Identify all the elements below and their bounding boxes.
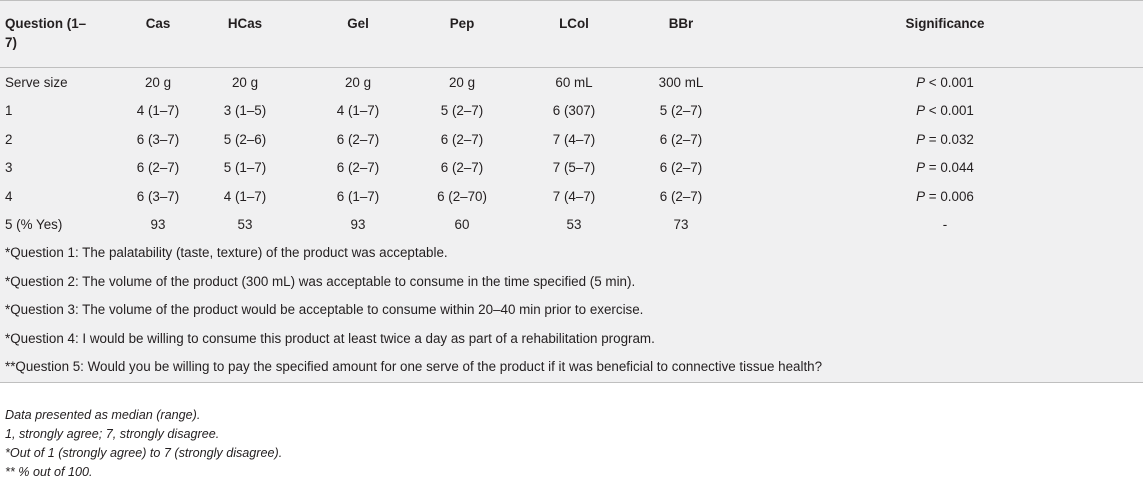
row-label: 4 <box>5 188 13 204</box>
table-cell: 7 (4–7) <box>552 188 596 204</box>
table-cell: 93 <box>350 217 366 233</box>
table-cell: 6 (2–7) <box>659 131 703 147</box>
table-row <box>0 211 1143 240</box>
table-row <box>0 154 1143 183</box>
table-notes <box>0 239 1143 382</box>
table-body <box>0 68 1143 239</box>
header-significance: Significance <box>905 16 985 31</box>
table-cell: 6 (3–7) <box>136 131 180 147</box>
table-cell: 6 (2–7) <box>659 160 703 176</box>
table-cell: 6 (2–7) <box>336 160 380 176</box>
footnote: 1, strongly agree; 7, strongly disagree. <box>5 427 220 441</box>
table-cell: 7 (4–7) <box>552 131 596 147</box>
table-cell: 7 (5–7) <box>552 160 596 176</box>
table-cell: 73 <box>673 217 689 233</box>
p-value: < 0.001 <box>925 74 974 90</box>
note-row: *Question 2: The volume of the product (300 mL) was acceptable to consume in the time specified (5 min). <box>5 273 636 289</box>
table-cell: 6 (3–7) <box>136 188 180 204</box>
header-question: Question (1–7) <box>5 16 87 50</box>
table-cell: 93 <box>150 217 166 233</box>
table-cell: 20 g <box>344 74 372 90</box>
row-label: 2 <box>5 131 13 147</box>
table-cell: 4 (1–7) <box>336 103 380 119</box>
p-symbol: P <box>916 131 926 147</box>
footnote: Data presented as median (range). <box>5 408 201 422</box>
row-label: 1 <box>5 103 13 119</box>
table-cell: 53 <box>237 217 253 233</box>
p-symbol: P <box>916 74 926 90</box>
p-symbol: P <box>916 188 926 204</box>
p-value: < 0.001 <box>925 103 974 119</box>
note-row: *Question 3: The volume of the product would be acceptable to consume within 20–40 min prior to exercise. <box>5 302 644 317</box>
significance-cell <box>850 132 1040 147</box>
row-label: Serve size <box>5 74 68 90</box>
table-cell: 6 (1–7) <box>336 188 380 204</box>
table-cell: 5 (1–7) <box>223 160 267 176</box>
table-row <box>0 182 1143 211</box>
row-label: 3 <box>5 160 13 176</box>
table-cell: 53 <box>566 217 582 233</box>
header-lcol: LCol <box>559 16 589 31</box>
p-symbol: P <box>916 103 926 119</box>
table-cell: 6 (2–7) <box>659 188 703 204</box>
header-gel: Gel <box>347 16 369 31</box>
table-cell: 300 mL <box>658 74 704 90</box>
table-cell: 6 (2–7) <box>336 131 380 147</box>
table-cell: 5 (2–7) <box>440 103 484 119</box>
header-cas: Cas <box>145 16 171 31</box>
footnote: *Out of 1 (strongly agree) to 7 (strongly disagree). <box>5 446 283 460</box>
p-value: = 0.006 <box>925 188 974 204</box>
table-cell: 60 <box>454 217 470 233</box>
table-cell: 20 g <box>231 74 259 90</box>
p-value: = 0.032 <box>925 131 974 147</box>
significance-cell <box>850 217 1040 232</box>
note-row: **Question 5: Would you be willing to pay the specified amount for one serve of the product if it was beneficial to connective tissue health? <box>5 359 823 374</box>
table-cell: 6 (2–70) <box>437 188 487 204</box>
note-row: *Question 1: The palatability (taste, texture) of the product was acceptable. <box>5 245 448 260</box>
p-value: - <box>942 217 948 233</box>
table-row <box>0 125 1143 154</box>
header-bbr: BBr <box>668 16 694 31</box>
table-cell: 3 (1–5) <box>223 103 267 119</box>
significance-cell <box>850 75 1040 90</box>
table-cell: 20 g <box>448 74 476 90</box>
table-cell: 5 (2–6) <box>223 131 267 147</box>
note-row: *Question 4: I would be willing to consume this product at least twice a day as part of a rehabilitation program. <box>5 330 655 346</box>
table-cell: 20 g <box>144 74 172 90</box>
table-cell: 6 (2–7) <box>136 160 180 176</box>
header-pep: Pep <box>449 16 475 31</box>
table-header-row <box>0 1 1143 68</box>
footnote: ** % out of 100. <box>5 465 93 479</box>
significance-cell <box>850 103 1040 118</box>
significance-cell <box>850 189 1040 204</box>
significance-cell <box>850 160 1040 175</box>
p-symbol: P <box>916 160 926 176</box>
table-cell: 6 (2–7) <box>440 131 484 147</box>
table-footnotes <box>5 406 282 482</box>
table-cell: 5 (2–7) <box>659 103 703 119</box>
p-value: = 0.044 <box>925 160 974 176</box>
table-cell: 4 (1–7) <box>223 188 267 204</box>
table-cell: 4 (1–7) <box>136 103 180 119</box>
row-label: 5 (% Yes) <box>5 217 63 233</box>
header-hcas: HCas <box>227 16 263 31</box>
table-row <box>0 68 1143 97</box>
table-row <box>0 97 1143 126</box>
table-cell: 60 mL <box>555 74 593 90</box>
table-cell: 6 (2–7) <box>440 160 484 176</box>
table-cell: 6 (307) <box>552 103 596 119</box>
